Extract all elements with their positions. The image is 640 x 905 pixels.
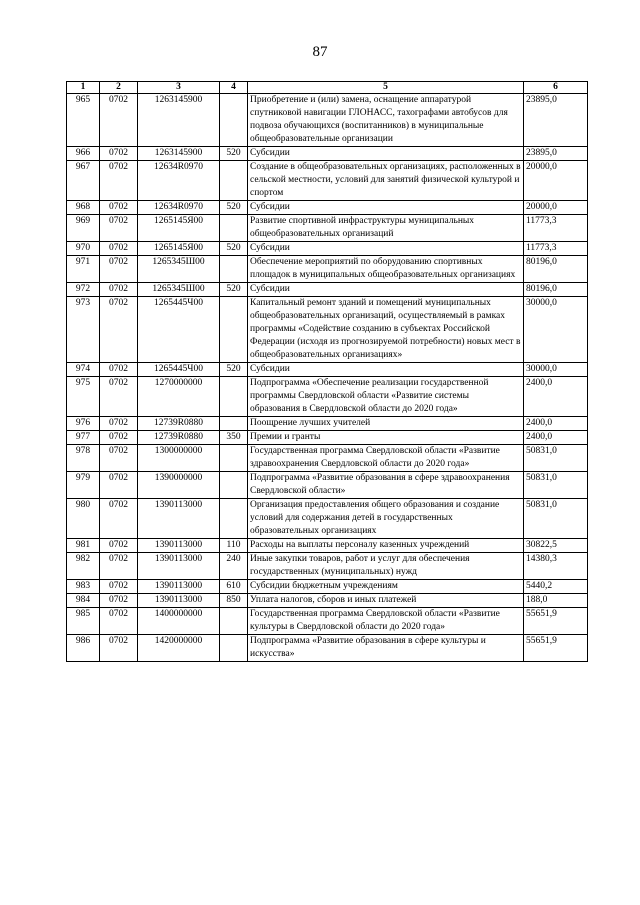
- row-number-cell: 981: [67, 539, 100, 553]
- section-code-cell: 0702: [100, 417, 138, 431]
- row-number-cell: 980: [67, 499, 100, 539]
- target-code-cell: 1263145900: [138, 94, 220, 147]
- target-code-cell: 1390113000: [138, 553, 220, 580]
- item-name-cell: Уплата налогов, сборов и иных платежей: [248, 594, 524, 608]
- table-row: [67, 472, 588, 499]
- expense-type-cell: 240: [220, 553, 248, 580]
- section-code-cell: 0702: [100, 445, 138, 472]
- amount-cell: 2400,0: [524, 417, 588, 431]
- amount-cell: 30000,0: [524, 363, 588, 377]
- table-row: [67, 201, 588, 215]
- expense-type-cell: [220, 377, 248, 417]
- row-number-cell: 968: [67, 201, 100, 215]
- row-number-cell: 976: [67, 417, 100, 431]
- amount-cell: 50831,0: [524, 472, 588, 499]
- target-code-cell: 1300000000: [138, 445, 220, 472]
- row-number-cell: 974: [67, 363, 100, 377]
- target-code-cell: 12634R0970: [138, 161, 220, 201]
- section-code-cell: 0702: [100, 431, 138, 445]
- target-code-cell: 12634R0970: [138, 201, 220, 215]
- section-code-cell: 0702: [100, 377, 138, 417]
- table-row: [67, 256, 588, 283]
- table-row: [67, 553, 588, 580]
- table-row: [67, 147, 588, 161]
- target-code-cell: 1265445Ч00: [138, 363, 220, 377]
- expense-type-cell: 350: [220, 431, 248, 445]
- target-code-cell: 1390113000: [138, 580, 220, 594]
- expense-type-cell: 520: [220, 201, 248, 215]
- row-number-cell: 982: [67, 553, 100, 580]
- column-header: 5: [248, 82, 524, 94]
- item-name-cell: Субсидии: [248, 147, 524, 161]
- target-code-cell: 1265145Я00: [138, 242, 220, 256]
- item-name-cell: Государственная программа Свердловской области «Развитие здравоохранения Свердловской области до 2020 года»: [248, 445, 524, 472]
- section-code-cell: 0702: [100, 147, 138, 161]
- item-name-cell: Создание в общеобразовательных организациях, расположенных в сельской местности, условий для занятий физической культурой и спортом: [248, 161, 524, 201]
- column-header: 1: [67, 82, 100, 94]
- column-header: 4: [220, 82, 248, 94]
- amount-cell: 80196,0: [524, 256, 588, 283]
- row-number-cell: 969: [67, 215, 100, 242]
- amount-cell: 55651,9: [524, 608, 588, 635]
- amount-cell: 20000,0: [524, 201, 588, 215]
- target-code-cell: 1265445Ч00: [138, 297, 220, 363]
- item-name-cell: Субсидии: [248, 363, 524, 377]
- row-number-cell: 979: [67, 472, 100, 499]
- expense-type-cell: [220, 608, 248, 635]
- amount-cell: 11773,3: [524, 215, 588, 242]
- expense-type-cell: 110: [220, 539, 248, 553]
- amount-cell: 30000,0: [524, 297, 588, 363]
- expense-type-cell: 520: [220, 363, 248, 377]
- item-name-cell: Государственная программа Свердловской области «Развитие культуры в Свердловской области до 2020 года»: [248, 608, 524, 635]
- section-code-cell: 0702: [100, 201, 138, 215]
- amount-cell: 5440,2: [524, 580, 588, 594]
- amount-cell: 20000,0: [524, 161, 588, 201]
- item-name-cell: Развитие спортивной инфраструктуры муниципальных общеобразовательных организаций: [248, 215, 524, 242]
- item-name-cell: Субсидии: [248, 201, 524, 215]
- amount-cell: 188,0: [524, 594, 588, 608]
- row-number-cell: 985: [67, 608, 100, 635]
- row-number-cell: 966: [67, 147, 100, 161]
- table-row: [67, 94, 588, 147]
- section-code-cell: 0702: [100, 472, 138, 499]
- header-row: [67, 82, 588, 94]
- target-code-cell: 1400000000: [138, 608, 220, 635]
- amount-cell: 2400,0: [524, 377, 588, 417]
- target-code-cell: 1420000000: [138, 635, 220, 662]
- table-row: [67, 417, 588, 431]
- expense-type-cell: [220, 215, 248, 242]
- item-name-cell: Капитальный ремонт зданий и помещений муниципальных общеобразовательных организаций, осуществляемый в рамках программы «Содействие созданию в субъектах Российской Федерации (исходя из прогнозируемой потребности) новых мест в общеобразовательных организациях»: [248, 297, 524, 363]
- row-number-cell: 978: [67, 445, 100, 472]
- row-number-cell: 977: [67, 431, 100, 445]
- row-number-cell: 986: [67, 635, 100, 662]
- item-name-cell: Субсидии бюджетным учреждениям: [248, 580, 524, 594]
- expense-type-cell: 520: [220, 283, 248, 297]
- item-name-cell: Обеспечение мероприятий по оборудованию спортивных площадок в муниципальных общеобразовательных организациях: [248, 256, 524, 283]
- amount-cell: 50831,0: [524, 445, 588, 472]
- expense-type-cell: [220, 256, 248, 283]
- section-code-cell: 0702: [100, 539, 138, 553]
- target-code-cell: 1263145900: [138, 147, 220, 161]
- page-number: 87: [312, 44, 328, 60]
- item-name-cell: Подпрограмма «Обеспечение реализации государственной программы Свердловской области «Развитие системы образования в Свердловской области до 2020 года»: [248, 377, 524, 417]
- section-code-cell: 0702: [100, 499, 138, 539]
- table-row: [67, 283, 588, 297]
- item-name-cell: Подпрограмма «Развитие образования в сфере культуры и искусства»: [248, 635, 524, 662]
- row-number-cell: 965: [67, 94, 100, 147]
- amount-cell: 50831,0: [524, 499, 588, 539]
- row-number-cell: 972: [67, 283, 100, 297]
- section-code-cell: 0702: [100, 283, 138, 297]
- table-row: [67, 608, 588, 635]
- section-code-cell: 0702: [100, 297, 138, 363]
- target-code-cell: 1270000000: [138, 377, 220, 417]
- row-number-cell: 983: [67, 580, 100, 594]
- expense-type-cell: 520: [220, 242, 248, 256]
- row-number-cell: 973: [67, 297, 100, 363]
- expense-type-cell: [220, 297, 248, 363]
- column-header: 6: [524, 82, 588, 94]
- section-code-cell: 0702: [100, 635, 138, 662]
- row-number-cell: 970: [67, 242, 100, 256]
- target-code-cell: 1390000000: [138, 472, 220, 499]
- table-row: [67, 161, 588, 201]
- row-number-cell: 971: [67, 256, 100, 283]
- table-row: [67, 499, 588, 539]
- target-code-cell: 12739R0880: [138, 431, 220, 445]
- table-row: [67, 539, 588, 553]
- amount-cell: 2400,0: [524, 431, 588, 445]
- target-code-cell: 1265345Ш00: [138, 256, 220, 283]
- section-code-cell: 0702: [100, 363, 138, 377]
- amount-cell: 11773,3: [524, 242, 588, 256]
- section-code-cell: 0702: [100, 161, 138, 201]
- section-code-cell: 0702: [100, 215, 138, 242]
- table-row: [67, 215, 588, 242]
- column-header: 3: [138, 82, 220, 94]
- target-code-cell: 1390113000: [138, 594, 220, 608]
- budget-table: [66, 81, 588, 662]
- amount-cell: 23895,0: [524, 94, 588, 147]
- target-code-cell: 1390113000: [138, 539, 220, 553]
- amount-cell: 14380,3: [524, 553, 588, 580]
- table-row: [67, 377, 588, 417]
- section-code-cell: 0702: [100, 594, 138, 608]
- table-row: [67, 297, 588, 363]
- table-row: [67, 431, 588, 445]
- target-code-cell: 1265345Ш00: [138, 283, 220, 297]
- expense-type-cell: [220, 94, 248, 147]
- section-code-cell: 0702: [100, 94, 138, 147]
- section-code-cell: 0702: [100, 580, 138, 594]
- item-name-cell: Подпрограмма «Развитие образования в сфере здравоохранения Свердловской области»: [248, 472, 524, 499]
- table-row: [67, 363, 588, 377]
- item-name-cell: Иные закупки товаров, работ и услуг для обеспечения государственных (муниципальных) нужд: [248, 553, 524, 580]
- expense-type-cell: 850: [220, 594, 248, 608]
- item-name-cell: Субсидии: [248, 242, 524, 256]
- item-name-cell: Расходы на выплаты персоналу казенных учреждений: [248, 539, 524, 553]
- amount-cell: 30822,5: [524, 539, 588, 553]
- row-number-cell: 984: [67, 594, 100, 608]
- item-name-cell: Поощрение лучших учителей: [248, 417, 524, 431]
- item-name-cell: Организация предоставления общего образования и создание условий для содержания детей в государственных образовательных организациях: [248, 499, 524, 539]
- expense-type-cell: [220, 635, 248, 662]
- section-code-cell: 0702: [100, 256, 138, 283]
- column-header: 2: [100, 82, 138, 94]
- table-row: [67, 445, 588, 472]
- row-number-cell: 975: [67, 377, 100, 417]
- section-code-cell: 0702: [100, 608, 138, 635]
- section-code-cell: 0702: [100, 242, 138, 256]
- amount-cell: 55651,9: [524, 635, 588, 662]
- row-number-cell: 967: [67, 161, 100, 201]
- expense-type-cell: 610: [220, 580, 248, 594]
- table-row: [67, 594, 588, 608]
- target-code-cell: 12739R0880: [138, 417, 220, 431]
- amount-cell: 23895,0: [524, 147, 588, 161]
- expense-type-cell: [220, 417, 248, 431]
- expense-type-cell: [220, 499, 248, 539]
- section-code-cell: 0702: [100, 553, 138, 580]
- expense-type-cell: [220, 445, 248, 472]
- target-code-cell: 1265145Я00: [138, 215, 220, 242]
- item-name-cell: Субсидии: [248, 283, 524, 297]
- amount-cell: 80196,0: [524, 283, 588, 297]
- expense-type-cell: [220, 472, 248, 499]
- table-row: [67, 635, 588, 662]
- item-name-cell: Приобретение и (или) замена, оснащение аппаратурой спутниковой навигации ГЛОНАСС, тахографами автобусов для подвоза обучающихся (воспитанников) в муниципальные общеобразовательные организации: [248, 94, 524, 147]
- item-name-cell: Премии и гранты: [248, 431, 524, 445]
- expense-type-cell: 520: [220, 147, 248, 161]
- table-row: [67, 580, 588, 594]
- target-code-cell: 1390113000: [138, 499, 220, 539]
- table-row: [67, 242, 588, 256]
- expense-type-cell: [220, 161, 248, 201]
